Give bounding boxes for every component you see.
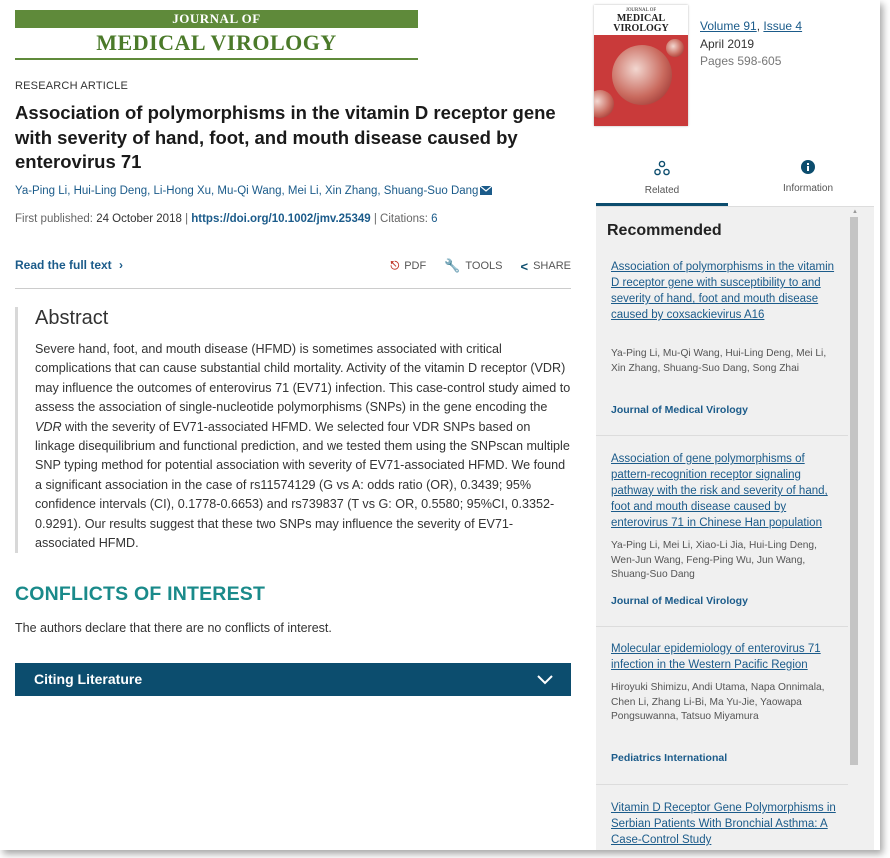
pdf-label: PDF [404, 260, 427, 272]
read-full-text-label: Read the full text [15, 258, 112, 272]
citations-label: Citations: [380, 213, 428, 225]
article-title: Association of polymorphisms in the vitamin D receptor gene with severity of hand, foot, and mouth disease caused by enterovirus 71 [15, 102, 556, 172]
related-icon [596, 160, 728, 179]
info-icon [742, 160, 874, 177]
recommended-item-authors: Ya-Ping Li, Mu-Qi Wang, Hui-Ling Deng, Mei Li, Xin Zhang, Shuang-Suo Dang, Song Zhai [611, 348, 827, 374]
recommended-item-authors: Hiroyuki Shimizu, Andi Utama, Napa Onnimala, Chen Li, Zhang Li-Bi, Ma Yu-Jie, Yaowapa Pongsuwanna, Tatsuo Miyamura [611, 682, 825, 722]
issue-date: April 2019 [700, 36, 755, 51]
chevron-down-icon [537, 663, 553, 696]
tab-related[interactable] [596, 160, 728, 206]
issue-pages: Pages 598-605 [700, 54, 782, 68]
scroll-up-arrow-icon[interactable]: ▲ [852, 209, 858, 215]
journal-banner[interactable] [15, 10, 418, 60]
issue-info [700, 18, 802, 71]
meta-separator: | [185, 213, 192, 225]
tools-button[interactable] [444, 258, 502, 274]
recommended-item [596, 784, 848, 850]
virus-graphic [612, 45, 672, 105]
tab-related-label: Related [644, 185, 680, 196]
wrench-icon: 🔧 [444, 258, 461, 273]
virus-graphic [666, 39, 684, 57]
cover-title-line3: VIROLOGY [613, 23, 669, 34]
issue-link[interactable]: Issue 4 [763, 19, 803, 33]
recommended-item-title[interactable]: Molecular epidemiology of enterovirus 71 infection in the Western Pacific Region [611, 643, 821, 671]
share-button[interactable] [521, 259, 572, 274]
share-label: SHARE [533, 260, 571, 272]
abstract-text-part1: Severe hand, foot, and mouth disease (HFMD) is sometimes associated with critical complications that can cause substantial child mortality. Activity of the vitamin D receptor (VDR) may influence the outcomes of enterovirus 71 (EV71) infection. This case-control study aimed to assess the association of single-nucleotide polymorphisms (SNPs) in the gene encoding the [35, 342, 571, 415]
read-full-text-link[interactable] [15, 258, 123, 272]
publication-meta [15, 213, 438, 225]
recommended-item [596, 435, 848, 627]
recommended-item-journal[interactable]: Journal of Medical Virology [611, 595, 748, 607]
recommended-item-journal[interactable]: Pediatrics International [611, 752, 728, 764]
chevron-right-icon: › [119, 258, 124, 272]
article-actions [15, 258, 571, 276]
citing-literature-toggle[interactable] [15, 663, 571, 696]
abstract-section [15, 307, 571, 553]
citations-count[interactable]: 6 [431, 213, 438, 225]
first-published-date: 24 October 2018 [96, 213, 182, 225]
doi-link[interactable]: https://doi.org/10.1002/jmv.25349 [191, 213, 371, 225]
cover-title [594, 5, 688, 35]
tools-label: TOOLS [465, 260, 503, 272]
meta-separator: | [373, 213, 381, 225]
sidebar-tabs [596, 160, 874, 206]
recommended-item [596, 257, 848, 436]
coi-heading: CONFLICTS OF INTEREST [15, 583, 266, 605]
recommended-heading: Recommended [607, 222, 722, 239]
virus-graphic [594, 90, 614, 118]
issue-volume-line: Volume 91, Issue 4 [700, 19, 803, 33]
share-icon: < [520, 258, 529, 274]
scrollbar-thumb[interactable] [850, 217, 858, 765]
journal-banner-line1: JOURNAL OF [15, 10, 418, 28]
cover-title-line2: MEDICAL [616, 13, 666, 24]
citing-literature-label: Citing Literature [34, 671, 143, 687]
pdf-icon: ⎋ [390, 259, 400, 272]
first-published-label: First published: [15, 213, 93, 225]
recommended-panel [596, 206, 874, 850]
coi-text: The authors declare that there are no conflicts of interest. [15, 621, 332, 635]
divider [15, 288, 571, 289]
recommended-item-journal[interactable]: Journal of Medical Virology [611, 404, 748, 416]
volume-link[interactable]: Volume 91 [700, 19, 757, 33]
authors-text[interactable]: Ya-Ping Li, Hui-Ling Deng, Li-Hong Xu, Mu-Qi Wang, Mei Li, Xin Zhang, Shuang-Suo Dang [15, 185, 479, 197]
tool-links [391, 258, 571, 274]
author-list [15, 185, 492, 197]
abstract-text-part2: with the severity of EV71-associated HFMD. We selected four VDR SNPs based on linkage disequilibrium and functional prediction, and we tested them using the SNPscan multiple SNP typing method for potential association with severity of EV71-associated HFMD. We found a significant association in the case of rs11574129 (G vs A: odds ratio (OR), 0.3439; 95% confidence intervals (CI), 0.1778-0.6653) and rs739837 (T vs G: OR, 0.5580; 95%CI, 0.3352-0.9291). Our results suggest that these two SNPs may influence the severity of EV71-associated HFMD. [35, 419, 570, 551]
recommended-item-title[interactable]: Association of gene polymorphisms of pattern‐recognition receptor signaling pathway with the risk and severity of hand, foot and mouth disease caused by enterovirus 71 in Chinese Han population [611, 453, 828, 529]
journal-cover-image[interactable] [594, 5, 688, 126]
tab-information-label: Information [782, 183, 834, 194]
recommended-item-title[interactable]: Association of polymorphisms in the vitamin D receptor gene with susceptibility to and severity of hand, foot and mouth disease caused by coxsackievirus A16 [611, 261, 835, 321]
abstract-text [35, 340, 571, 553]
article-type: RESEARCH ARTICLE [15, 80, 129, 92]
abstract-heading: Abstract [35, 307, 109, 329]
recommended-item-authors: Ya-Ping Li, Mei Li, Xiao-Li Jia, Hui-Ling Deng, Wen-Jun Wang, Feng-Ping Wu, Jun Wang, Shuang-Suo Dang [611, 540, 817, 580]
pdf-button[interactable] [391, 260, 427, 273]
abstract-text-italic: VDR [35, 419, 62, 434]
journal-banner-line2: MEDICAL VIROLOGY [15, 28, 418, 60]
cover-title-line1: JOURNAL OF [625, 8, 657, 13]
tab-information[interactable] [742, 160, 874, 206]
recommended-item-title[interactable]: Vitamin D Receptor Gene Polymorphisms in Serbian Patients With Bronchial Asthma: A Case‐Control Study [611, 802, 836, 846]
recommended-item [596, 626, 848, 785]
email-icon[interactable] [480, 186, 492, 195]
